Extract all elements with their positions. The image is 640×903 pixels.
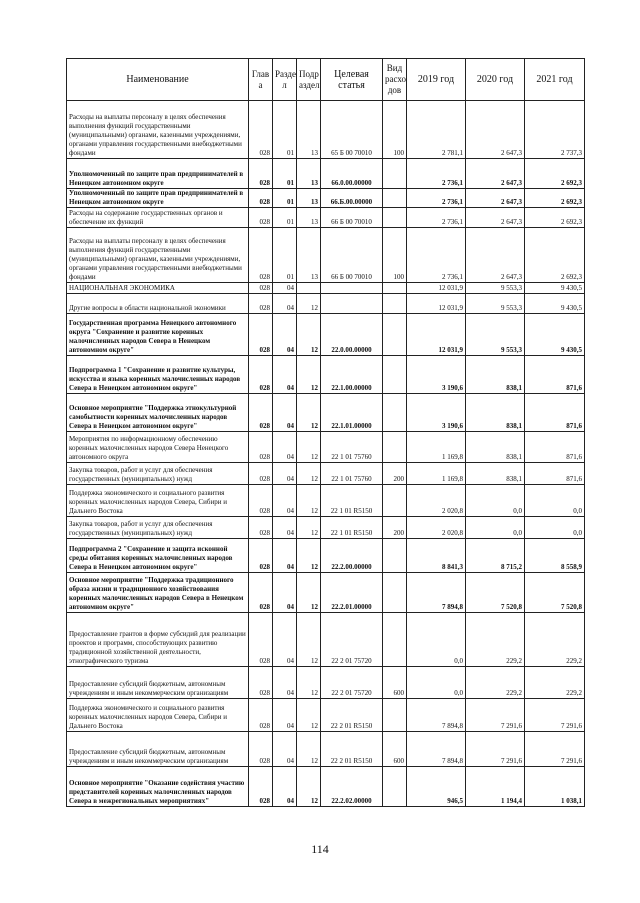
cell-name: Уполномоченный по защите прав предпринимателей в Ненецком автономном округе bbox=[67, 159, 249, 189]
table-row bbox=[67, 485, 585, 517]
cell-2019: 7 894,8 bbox=[407, 699, 466, 732]
cell-2021: 9 430,5 bbox=[525, 294, 585, 314]
cell-name: Поддержка экономического и социального развития коренных малочисленных народов Севера, Сибири и Дальнего Востока bbox=[67, 485, 249, 517]
cell-subsection: 12 bbox=[297, 517, 321, 539]
cell-expense-type: 100 bbox=[383, 228, 407, 283]
cell-name: Мероприятия по информационному обеспечению коренных малочисленных народов Севера Ненецкого автономного округа bbox=[67, 432, 249, 463]
cell-2021: 2 692,3 bbox=[525, 159, 585, 189]
cell-expense-type bbox=[383, 573, 407, 613]
cell-chapter: 028 bbox=[249, 732, 273, 767]
header-subsection: Подр аздел bbox=[297, 59, 321, 101]
cell-subsection: 12 bbox=[297, 539, 321, 573]
cell-expense-type bbox=[383, 539, 407, 573]
cell-2021: 2 692,3 bbox=[525, 189, 585, 208]
cell-subsection: 12 bbox=[297, 699, 321, 732]
cell-expense-type: 600 bbox=[383, 732, 407, 767]
cell-2020: 229,2 bbox=[466, 613, 525, 667]
table-row bbox=[67, 356, 585, 394]
cell-subsection: 13 bbox=[297, 101, 321, 159]
cell-2021: 9 430,5 bbox=[525, 283, 585, 294]
header-target: Целевая статья bbox=[321, 59, 383, 101]
cell-name: Предоставление субсидий бюджетным, автономным учреждениям и иным некоммерческим организациям bbox=[67, 667, 249, 699]
cell-2020: 7 520,8 bbox=[466, 573, 525, 613]
cell-2021: 7 291,6 bbox=[525, 732, 585, 767]
cell-chapter: 028 bbox=[249, 485, 273, 517]
cell-expense-type bbox=[383, 356, 407, 394]
cell-2019: 2 781,1 bbox=[407, 101, 466, 159]
cell-expense-type: 100 bbox=[383, 101, 407, 159]
header-name: Наименование bbox=[67, 59, 249, 101]
cell-2021: 2 737,3 bbox=[525, 101, 585, 159]
table-row bbox=[67, 699, 585, 732]
table-row bbox=[67, 294, 585, 314]
cell-2020: 2 647,3 bbox=[466, 208, 525, 228]
cell-section: 01 bbox=[273, 159, 297, 189]
cell-subsection: 12 bbox=[297, 432, 321, 463]
cell-target: 22.1.00.00000 bbox=[321, 356, 383, 394]
cell-section: 01 bbox=[273, 208, 297, 228]
cell-2021: 871,6 bbox=[525, 463, 585, 485]
cell-expense-type: 200 bbox=[383, 517, 407, 539]
cell-section: 04 bbox=[273, 767, 297, 807]
cell-section: 04 bbox=[273, 613, 297, 667]
cell-target: 22.1.01.00000 bbox=[321, 394, 383, 432]
table-row bbox=[67, 208, 585, 228]
cell-subsection: 12 bbox=[297, 767, 321, 807]
table-row bbox=[67, 767, 585, 807]
cell-subsection: 12 bbox=[297, 573, 321, 613]
cell-2019: 8 841,3 bbox=[407, 539, 466, 573]
budget-table-sheet bbox=[66, 58, 584, 807]
cell-chapter: 028 bbox=[249, 189, 273, 208]
cell-2020: 838,1 bbox=[466, 394, 525, 432]
cell-target: 22.0.00.00000 bbox=[321, 314, 383, 356]
cell-subsection: 12 bbox=[297, 394, 321, 432]
cell-subsection: 12 bbox=[297, 314, 321, 356]
cell-chapter: 028 bbox=[249, 294, 273, 314]
cell-subsection: 13 bbox=[297, 159, 321, 189]
cell-2021: 1 038,1 bbox=[525, 767, 585, 807]
cell-section: 01 bbox=[273, 189, 297, 208]
cell-name: Закупка товаров, работ и услуг для обеспечения государственных (муниципальных) нужд bbox=[67, 463, 249, 485]
cell-2021: 871,6 bbox=[525, 394, 585, 432]
table-row bbox=[67, 517, 585, 539]
cell-section: 04 bbox=[273, 667, 297, 699]
cell-subsection: 13 bbox=[297, 189, 321, 208]
table-row bbox=[67, 283, 585, 294]
cell-target: 66.Б.00.00000 bbox=[321, 189, 383, 208]
cell-section: 04 bbox=[273, 732, 297, 767]
cell-2019: 12 031,9 bbox=[407, 283, 466, 294]
cell-2021: 0,0 bbox=[525, 485, 585, 517]
cell-section: 04 bbox=[273, 573, 297, 613]
cell-chapter: 028 bbox=[249, 356, 273, 394]
cell-target: 22.2.02.00000 bbox=[321, 767, 383, 807]
cell-2021: 7 291,6 bbox=[525, 699, 585, 732]
cell-subsection: 12 bbox=[297, 356, 321, 394]
table-row bbox=[67, 573, 585, 613]
cell-target: 66 Б 00 70010 bbox=[321, 208, 383, 228]
cell-2020: 838,1 bbox=[466, 432, 525, 463]
cell-subsection bbox=[297, 283, 321, 294]
cell-target: 65 Б 00 70010 bbox=[321, 101, 383, 159]
cell-target: 22 1 01 75760 bbox=[321, 432, 383, 463]
cell-subsection: 13 bbox=[297, 228, 321, 283]
cell-expense-type bbox=[383, 432, 407, 463]
cell-section: 04 bbox=[273, 356, 297, 394]
table-row bbox=[67, 314, 585, 356]
cell-2019: 2 736,1 bbox=[407, 208, 466, 228]
cell-target: 66.0.00.00000 bbox=[321, 159, 383, 189]
cell-target: 22 1 01 R5150 bbox=[321, 485, 383, 517]
cell-2020: 0,0 bbox=[466, 485, 525, 517]
cell-2021: 9 430,5 bbox=[525, 314, 585, 356]
cell-expense-type bbox=[383, 485, 407, 517]
cell-expense-type bbox=[383, 613, 407, 667]
cell-section: 04 bbox=[273, 485, 297, 517]
cell-2021: 871,6 bbox=[525, 356, 585, 394]
cell-name: Основное мероприятие "Оказание содействия участию представителей коренных малочисленных народов Севера в межрегиональных мероприятиях" bbox=[67, 767, 249, 807]
table-row bbox=[67, 613, 585, 667]
cell-2019: 0,0 bbox=[407, 667, 466, 699]
header-chapter: Глав а bbox=[249, 59, 273, 101]
cell-2020: 0,0 bbox=[466, 517, 525, 539]
cell-section: 04 bbox=[273, 517, 297, 539]
cell-name: Основное мероприятие "Поддержка традиционного образа жизни и традиционного хозяйствования коренных малочисленных народов Севера в Ненецком автономном округе" bbox=[67, 573, 249, 613]
cell-subsection: 12 bbox=[297, 463, 321, 485]
cell-subsection: 12 bbox=[297, 732, 321, 767]
cell-2021: 8 558,9 bbox=[525, 539, 585, 573]
cell-name: Расходы на содержание государственных органов и обеспечение их функций bbox=[67, 208, 249, 228]
cell-section: 01 bbox=[273, 228, 297, 283]
cell-expense-type bbox=[383, 294, 407, 314]
cell-target: 22.2.01.00000 bbox=[321, 573, 383, 613]
cell-chapter: 028 bbox=[249, 767, 273, 807]
cell-2020: 9 553,3 bbox=[466, 314, 525, 356]
cell-section: 04 bbox=[273, 283, 297, 294]
cell-target bbox=[321, 283, 383, 294]
cell-target bbox=[321, 294, 383, 314]
cell-expense-type: 600 bbox=[383, 667, 407, 699]
cell-chapter: 028 bbox=[249, 283, 273, 294]
cell-chapter: 028 bbox=[249, 613, 273, 667]
cell-section: 01 bbox=[273, 101, 297, 159]
cell-2020: 9 553,3 bbox=[466, 283, 525, 294]
table-row bbox=[67, 101, 585, 159]
header-2021: 2021 год bbox=[525, 59, 585, 101]
cell-2021: 2 692,3 bbox=[525, 228, 585, 283]
cell-target: 22 2 01 75720 bbox=[321, 613, 383, 667]
cell-subsection: 13 bbox=[297, 208, 321, 228]
cell-2019: 1 169,8 bbox=[407, 463, 466, 485]
cell-2019: 3 190,6 bbox=[407, 394, 466, 432]
cell-name: Расходы на выплаты персоналу в целях обеспечения выполнения функций государственными (муниципальными) органами, казенными учреждениями, органами управления государственными внебюджетными фондами bbox=[67, 101, 249, 159]
cell-section: 04 bbox=[273, 314, 297, 356]
table-body bbox=[67, 101, 585, 807]
cell-2019: 12 031,9 bbox=[407, 294, 466, 314]
cell-chapter: 028 bbox=[249, 394, 273, 432]
cell-2020: 2 647,3 bbox=[466, 228, 525, 283]
cell-target: 22 1 01 R5150 bbox=[321, 517, 383, 539]
cell-chapter: 028 bbox=[249, 314, 273, 356]
cell-2020: 7 291,6 bbox=[466, 732, 525, 767]
cell-target: 66 Б 00 70010 bbox=[321, 228, 383, 283]
cell-target: 22 2 01 R5150 bbox=[321, 732, 383, 767]
table-row bbox=[67, 394, 585, 432]
cell-chapter: 028 bbox=[249, 539, 273, 573]
cell-chapter: 028 bbox=[249, 228, 273, 283]
cell-chapter: 028 bbox=[249, 699, 273, 732]
cell-2019: 3 190,6 bbox=[407, 356, 466, 394]
table-row bbox=[67, 228, 585, 283]
cell-name: Подпрограмма 1 "Сохранение и развитие культуры, искусства и языка коренных малочисленных народов Севера в Ненецком автономном округе" bbox=[67, 356, 249, 394]
cell-2021: 229,2 bbox=[525, 613, 585, 667]
cell-2019: 7 894,8 bbox=[407, 573, 466, 613]
cell-expense-type bbox=[383, 699, 407, 732]
cell-section: 04 bbox=[273, 539, 297, 573]
table-row bbox=[67, 432, 585, 463]
cell-2021: 7 520,8 bbox=[525, 573, 585, 613]
header-expense-type: Вид расхо дов bbox=[383, 59, 407, 101]
cell-name: Другие вопросы в области национальной экономики bbox=[67, 294, 249, 314]
cell-name: Расходы на выплаты персоналу в целях обеспечения выполнения функций государственными (муниципальными) органами, казенными учреждениями, органами управления государственными внебюджетными фондами bbox=[67, 228, 249, 283]
cell-chapter: 028 bbox=[249, 667, 273, 699]
cell-chapter: 028 bbox=[249, 573, 273, 613]
cell-name: Подпрограмма 2 "Сохранение и защита исконной среды обитания коренных малочисленных народов Севера в Ненецком автономном округе" bbox=[67, 539, 249, 573]
cell-2019: 0,0 bbox=[407, 613, 466, 667]
cell-expense-type bbox=[383, 159, 407, 189]
cell-name: НАЦИОНАЛЬНАЯ ЭКОНОМИКА bbox=[67, 283, 249, 294]
cell-2020: 838,1 bbox=[466, 463, 525, 485]
cell-section: 04 bbox=[273, 699, 297, 732]
cell-target: 22 1 01 75760 bbox=[321, 463, 383, 485]
cell-section: 04 bbox=[273, 294, 297, 314]
cell-chapter: 028 bbox=[249, 517, 273, 539]
cell-name: Поддержка экономического и социального развития коренных малочисленных народов Севера, Сибири и Дальнего Востока bbox=[67, 699, 249, 732]
cell-2019: 946,5 bbox=[407, 767, 466, 807]
cell-2019: 2 020,8 bbox=[407, 485, 466, 517]
cell-expense-type bbox=[383, 208, 407, 228]
header-2020: 2020 год bbox=[466, 59, 525, 101]
cell-chapter: 028 bbox=[249, 463, 273, 485]
cell-2019: 2 736,1 bbox=[407, 228, 466, 283]
cell-2020: 2 647,3 bbox=[466, 101, 525, 159]
cell-2019: 2 020,8 bbox=[407, 517, 466, 539]
cell-expense-type: 200 bbox=[383, 463, 407, 485]
table-row bbox=[67, 539, 585, 573]
cell-chapter: 028 bbox=[249, 432, 273, 463]
cell-expense-type bbox=[383, 283, 407, 294]
cell-2020: 838,1 bbox=[466, 356, 525, 394]
cell-section: 04 bbox=[273, 463, 297, 485]
cell-2019: 12 031,9 bbox=[407, 314, 466, 356]
cell-2019: 2 736,1 bbox=[407, 189, 466, 208]
cell-section: 04 bbox=[273, 432, 297, 463]
table-row bbox=[67, 732, 585, 767]
cell-section: 04 bbox=[273, 394, 297, 432]
cell-chapter: 028 bbox=[249, 159, 273, 189]
cell-expense-type bbox=[383, 314, 407, 356]
cell-target: 22.2.00.00000 bbox=[321, 539, 383, 573]
cell-2020: 229,2 bbox=[466, 667, 525, 699]
cell-expense-type bbox=[383, 189, 407, 208]
cell-2020: 2 647,3 bbox=[466, 189, 525, 208]
cell-name: Государственная программа Ненецкого автономного округа "Сохранение и развитие коренных малочисленных народов Севера в Ненецком автономном округе" bbox=[67, 314, 249, 356]
cell-2019: 2 736,1 bbox=[407, 159, 466, 189]
budget-table bbox=[66, 58, 585, 807]
cell-subsection: 12 bbox=[297, 485, 321, 517]
table-row bbox=[67, 667, 585, 699]
cell-2020: 9 553,3 bbox=[466, 294, 525, 314]
cell-expense-type bbox=[383, 394, 407, 432]
cell-2020: 1 194,4 bbox=[466, 767, 525, 807]
header-section: Разде л bbox=[273, 59, 297, 101]
table-row bbox=[67, 463, 585, 485]
cell-chapter: 028 bbox=[249, 101, 273, 159]
cell-name: Уполномоченный по защите прав предпринимателей в Ненецком автономном округе bbox=[67, 189, 249, 208]
cell-2021: 229,2 bbox=[525, 667, 585, 699]
cell-name: Основное мероприятие "Поддержка этнокультурной самобытности коренных малочисленных народов Севера в Ненецком автономном округе" bbox=[67, 394, 249, 432]
table-row bbox=[67, 189, 585, 208]
cell-2019: 7 894,8 bbox=[407, 732, 466, 767]
cell-target: 22 2 01 75720 bbox=[321, 667, 383, 699]
table-row bbox=[67, 159, 585, 189]
page-number: 114 bbox=[311, 842, 329, 856]
table-header-row bbox=[67, 59, 585, 101]
cell-2021: 871,6 bbox=[525, 432, 585, 463]
cell-2021: 2 692,3 bbox=[525, 208, 585, 228]
cell-2020: 2 647,3 bbox=[466, 159, 525, 189]
cell-chapter: 028 bbox=[249, 208, 273, 228]
cell-target: 22 2 01 R5150 bbox=[321, 699, 383, 732]
header-2019: 2019 год bbox=[407, 59, 466, 101]
cell-name: Закупка товаров, работ и услуг для обеспечения государственных (муниципальных) нужд bbox=[67, 517, 249, 539]
cell-2020: 7 291,6 bbox=[466, 699, 525, 732]
cell-2020: 8 715,2 bbox=[466, 539, 525, 573]
cell-subsection: 12 bbox=[297, 667, 321, 699]
cell-2021: 0,0 bbox=[525, 517, 585, 539]
cell-subsection: 12 bbox=[297, 613, 321, 667]
cell-name: Предоставление грантов в форме субсидий для реализации проектов и программ, способствующих развитию традиционной хозяйственной деятельности, этнографического туризма bbox=[67, 613, 249, 667]
cell-subsection: 12 bbox=[297, 294, 321, 314]
cell-name: Предоставление субсидий бюджетным, автономным учреждениям и иным некоммерческим организациям bbox=[67, 732, 249, 767]
cell-expense-type bbox=[383, 767, 407, 807]
cell-2019: 1 169,8 bbox=[407, 432, 466, 463]
